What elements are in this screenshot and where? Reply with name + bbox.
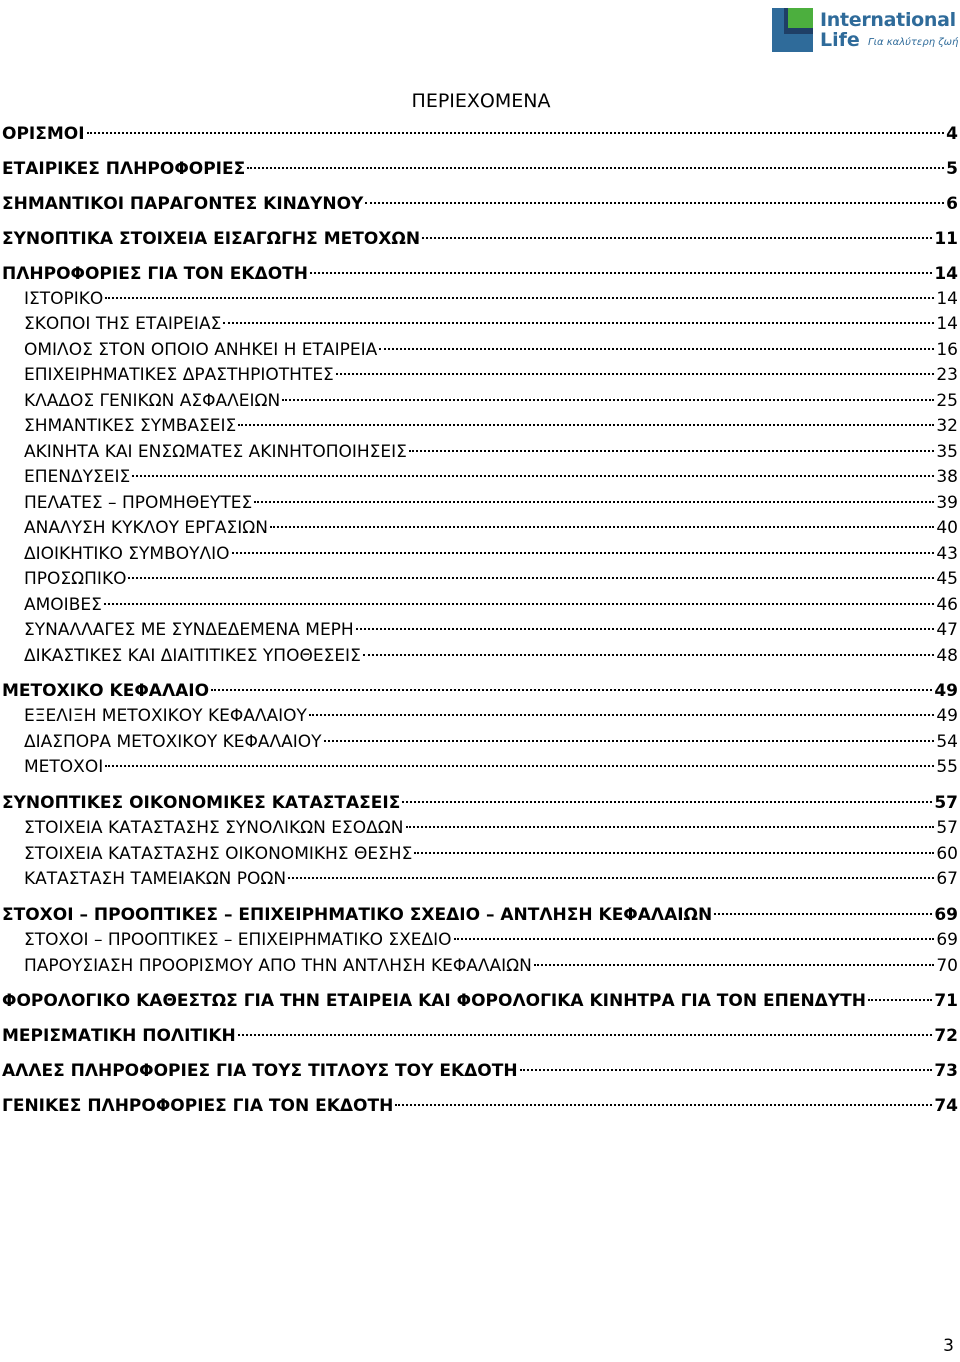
toc-entry-label: ΜΕΡΙΣΜΑΤΙΚΗ ΠΟΛΙΤΙΚΗ [2, 1026, 236, 1046]
toc-entry-label: ΟΜΙΛΟΣ ΣΤΟΝ ΟΠΟΙΟ ΑΝΗΚΕΙ Η ΕΤΑΙΡΕΙΑ [24, 340, 378, 360]
toc-entry-page: 72 [934, 1026, 958, 1046]
toc-entry-label: ΙΣΤΟΡΙΚΟ [24, 289, 104, 309]
toc-entry-page: 60 [936, 844, 958, 864]
toc-dot-leader [309, 714, 934, 716]
toc-entry-page: 74 [934, 1096, 958, 1116]
toc-entry-label: ΚΑΤΑΣΤΑΣΗ ΤΑΜΕΙΑΚΩΝ ΡΟΩΝ [24, 869, 287, 889]
toc-entry[interactable] [2, 593, 960, 618]
toc-dot-leader [379, 348, 934, 350]
toc-entry-page: 57 [934, 793, 958, 813]
toc-dot-leader [365, 202, 944, 204]
toc-entry[interactable] [2, 192, 960, 217]
toc-dot-leader [356, 628, 935, 630]
toc-entry-label: ΠΕΛΑΤΕΣ – ΠΡΟΜΗΘΕΥΤΕΣ [24, 493, 253, 513]
toc-entry-page: 47 [936, 620, 958, 640]
toc-entry[interactable] [2, 989, 960, 1014]
toc-entry-page: 49 [936, 706, 958, 726]
toc-dot-leader [232, 552, 935, 554]
toc-dot-leader [310, 272, 932, 274]
page-number: 3 [943, 1336, 954, 1356]
toc-entry-label: ΠΑΡΟΥΣΙΑΣΗ ΠΡΟΟΡΙΣΜΟΥ ΑΠΟ ΤΗΝ ΑΝΤΛΗΣΗ ΚΕΦΑΛΑΙΩΝ [24, 956, 532, 976]
toc-entry-label: ΣΥΝΑΛΛΑΓΕΣ ΜΕ ΣΥΝΔΕΔΕΜΕΝΑ ΜΕΡΗ [24, 620, 354, 640]
toc-entry-label: ΔΙΟΙΚΗΤΙΚΟ ΣΥΜΒΟΥΛΙΟ [24, 544, 230, 564]
toc-dot-leader [87, 132, 945, 134]
toc-entry-page: 69 [934, 905, 958, 925]
toc-entry[interactable] [2, 567, 960, 592]
toc-dot-leader [336, 373, 935, 375]
logo-mark-icon [772, 8, 813, 52]
toc-entry-page: 14 [936, 314, 958, 334]
toc-entry-label: ΕΠΕΝΔΥΣΕΙΣ [24, 467, 131, 487]
toc-entry-label: ΣΤΟΙΧΕΙΑ ΚΑΤΑΣΤΑΣΗΣ ΟΙΚΟΝΟΜΙΚΗΣ ΘΕΣΗΣ [24, 844, 413, 864]
toc-dot-leader [105, 297, 934, 299]
toc-entry-label: ΑΝΑΛΥΣΗ ΚΥΚΛΟΥ ΕΡΓΑΣΙΩΝ [24, 518, 268, 538]
toc-entry[interactable] [2, 644, 960, 669]
toc-entry-label: ΣΗΜΑΝΤΙΚΕΣ ΣΥΜΒΑΣΕΙΣ [24, 416, 237, 436]
toc-entry-label: ΔΙΑΣΠΟΡΑ ΜΕΤΟΧΙΚΟΥ ΚΕΦΑΛΑΙΟΥ [24, 732, 322, 752]
toc-entry[interactable] [2, 928, 960, 953]
toc-entry[interactable] [2, 867, 960, 892]
toc-entry-label: ΣΚΟΠΟΙ ΤΗΣ ΕΤΑΙΡΕΙΑΣ [24, 314, 222, 334]
toc-entry-page: 45 [936, 569, 958, 589]
toc-entry-page: 67 [936, 869, 958, 889]
toc-entry-label: ΜΕΤΟΧΙΚΟ ΚΕΦΑΛΑΙΟ [2, 681, 210, 701]
toc-entry[interactable] [2, 227, 960, 252]
toc-entry-page: 70 [936, 956, 958, 976]
toc-entry[interactable] [2, 730, 960, 755]
toc-entry-label: ΑΜΟΙΒΕΣ [24, 595, 102, 615]
toc-entry-page: 71 [934, 991, 958, 1011]
toc-entry-page: 57 [936, 818, 958, 838]
toc-entry[interactable] [2, 1024, 960, 1049]
toc-entry[interactable] [2, 122, 960, 147]
toc-dot-leader [288, 877, 934, 879]
toc-entry[interactable] [2, 816, 960, 841]
toc-entry-page: 14 [936, 289, 958, 309]
toc-entry-page: 32 [936, 416, 958, 436]
toc-dot-leader [254, 501, 934, 503]
toc-entry-label: ΚΛΑΔΟΣ ΓΕΝΙΚΩΝ ΑΣΦΑΛΕΙΩΝ [24, 391, 281, 411]
toc-dot-leader [868, 999, 932, 1001]
toc-entry-page: 40 [936, 518, 958, 538]
logo-title: International [820, 9, 956, 31]
toc-entry-label: ΓΕΝΙΚΕΣ ΠΛΗΡΟΦΟΡΙΕΣ ΓΙΑ ΤΟΝ ΕΚΔΟΤΗ [2, 1096, 394, 1116]
toc-entry-page: 5 [946, 159, 958, 179]
toc-entry[interactable] [2, 1094, 960, 1119]
toc-entry-page: 55 [936, 757, 958, 777]
toc-entry-page: 23 [936, 365, 958, 385]
company-logo [772, 8, 957, 54]
toc-entry-page: 48 [936, 646, 958, 666]
toc-entry-label: ΔΙΚΑΣΤΙΚΕΣ ΚΑΙ ΔΙΑΙΤΙΤΙΚΕΣ ΥΠΟΘΕΣΕΙΣ [24, 646, 361, 666]
toc-entry-label: ΦΟΡΟΛΟΓΙΚΟ ΚΑΘΕΣΤΩΣ ΓΙΑ ΤΗΝ ΕΤΑΙΡΕΙΑ ΚΑΙ ΦΟΡΟΛΟΓΙΚΑ ΚΙΝΗΤΡΑ ΓΙΑ ΤΟΝ ΕΠΕΝΔΥΤΗ [2, 991, 866, 1011]
toc-entry[interactable] [2, 704, 960, 729]
toc-dot-leader [238, 424, 934, 426]
toc-entry-label: ΣΤΟΧΟΙ – ΠΡΟΟΠΤΙΚΕΣ – ΕΠΙΧΕΙΡΗΜΑΤΙΚΟ ΣΧΕΔΙΟ [24, 930, 452, 950]
toc-entry-page: 35 [936, 442, 958, 462]
toc-dot-leader [270, 526, 934, 528]
toc-dot-leader [422, 237, 932, 239]
toc-dot-leader [324, 740, 935, 742]
toc-dot-leader [128, 577, 934, 579]
logo-tagline: Για καλύτερη ζωή [868, 37, 959, 48]
toc-entry[interactable] [2, 954, 960, 979]
toc-entry-label: ΑΚΙΝΗΤΑ ΚΑΙ ΕΝΣΩΜΑΤΕΣ ΑΚΙΝΗΤΟΠΟΙΗΣΕΙΣ [24, 442, 407, 462]
toc-entry-label: ΠΛΗΡΟΦΟΡΙΕΣ ΓΙΑ ΤΟΝ ΕΚΔΟΤΗ [2, 264, 308, 284]
toc-dot-leader [282, 399, 934, 401]
toc-entry[interactable] [2, 389, 960, 414]
toc-entry-page: 38 [936, 467, 958, 487]
toc-dot-leader [105, 765, 934, 767]
toc-entry-page: 46 [936, 595, 958, 615]
toc-entry-label: ΣΗΜΑΝΤΙΚΟΙ ΠΑΡΑΓΟΝΤΕΣ ΚΙΝΔΥΝΟΥ [2, 194, 364, 214]
toc-entry-label: ΜΕΤΟΧΟΙ [24, 757, 104, 777]
toc-entry[interactable] [2, 842, 960, 867]
toc-entry[interactable] [2, 679, 960, 704]
toc-entry-label: ΟΡΙΣΜΟΙ [2, 124, 85, 144]
logo-life: Life [820, 29, 860, 51]
toc-entry-page: 6 [946, 194, 958, 214]
toc-dot-leader [132, 475, 934, 477]
toc-entry[interactable] [2, 312, 960, 337]
toc-dot-leader [223, 322, 934, 324]
toc-dot-leader [520, 1069, 933, 1071]
toc-dot-leader [211, 689, 932, 691]
toc-entry[interactable] [2, 618, 960, 643]
toc-entry[interactable] [2, 491, 960, 516]
toc-entry[interactable] [2, 542, 960, 567]
toc-dot-leader [402, 801, 932, 803]
toc-entry-page: 69 [936, 930, 958, 950]
toc-entry-page: 49 [934, 681, 958, 701]
toc-dot-leader [414, 852, 934, 854]
toc-dot-leader [454, 938, 935, 940]
toc-entry-page: 4 [946, 124, 958, 144]
toc-entry[interactable] [2, 414, 960, 439]
toc-dot-leader [406, 826, 935, 828]
toc-entry-label: ΕΤΑΙΡΙΚΕΣ ΠΛΗΡΟΦΟΡΙΕΣ [2, 159, 246, 179]
toc-dot-leader [409, 450, 934, 452]
toc-entry-label: ΕΠΙΧΕΙΡΗΜΑΤΙΚΕΣ ΔΡΑΣΤΗΡΙΟΤΗΤΕΣ [24, 365, 334, 385]
toc-entry[interactable] [2, 755, 960, 780]
toc-entry-page: 73 [934, 1061, 958, 1081]
toc-entry[interactable] [2, 440, 960, 465]
toc-entry-label: ΣΥΝΟΠΤΙΚΑ ΣΤΟΙΧΕΙΑ ΕΙΣΑΓΩΓΗΣ ΜΕΤΟΧΩΝ [2, 229, 421, 249]
toc-entry[interactable] [2, 262, 960, 287]
toc-dot-leader [247, 167, 944, 169]
toc-entry[interactable] [2, 1059, 960, 1084]
toc-dot-leader [238, 1034, 933, 1036]
toc-entry[interactable] [2, 516, 960, 541]
toc-entry-label: ΣΥΝΟΠΤΙΚΕΣ ΟΙΚΟΝΟΜΙΚΕΣ ΚΑΤΑΣΤΑΣΕΙΣ [2, 793, 401, 813]
toc-entry[interactable] [2, 903, 960, 928]
toc-entry-page: 16 [936, 340, 958, 360]
toc-dot-leader [534, 964, 935, 966]
toc-dot-leader [363, 654, 935, 656]
toc-entry-page: 11 [934, 229, 958, 249]
toc-entry-page: 39 [936, 493, 958, 513]
toc-entry[interactable] [2, 338, 960, 363]
toc-entry-page: 14 [934, 264, 958, 284]
toc-entry-page: 43 [936, 544, 958, 564]
toc-entry[interactable] [2, 287, 960, 312]
toc-entry-label: ΠΡΟΣΩΠΙΚΟ [24, 569, 127, 589]
toc-entry-page: 25 [936, 391, 958, 411]
toc-entry[interactable] [2, 791, 960, 816]
toc-dot-leader [104, 603, 935, 605]
toc-entry-label: ΣΤΟΧΟΙ – ΠΡΟΟΠΤΙΚΕΣ – ΕΠΙΧΕΙΡΗΜΑΤΙΚΟ ΣΧΕΔΙΟ – ΑΝΤΛΗΣΗ ΚΕΦΑΛΑΙΩΝ [2, 905, 713, 925]
toc-entry[interactable] [2, 465, 960, 490]
toc-entry-page: 54 [936, 732, 958, 752]
toc-entry[interactable] [2, 157, 960, 182]
toc-entry-label: ΕΞΕΛΙΞΗ ΜΕΤΟΧΙΚΟΥ ΚΕΦΑΛΑΙΟΥ [24, 706, 307, 726]
toc-dot-leader [714, 913, 932, 915]
toc-entry-label: ΑΛΛΕΣ ΠΛΗΡΟΦΟΡΙΕΣ ΓΙΑ ΤΟΥΣ ΤΙΤΛΟΥΣ ΤΟΥ ΕΚΔΟΤΗ [2, 1061, 518, 1081]
toc-entry[interactable] [2, 363, 960, 388]
toc-heading: ΠΕΡΙΕΧΟΜΕΝΑ [411, 90, 551, 112]
toc-entry-label: ΣΤΟΙΧΕΙΑ ΚΑΤΑΣΤΑΣΗΣ ΣΥΝΟΛΙΚΩΝ ΕΣΟΔΩΝ [24, 818, 404, 838]
toc-dot-leader [395, 1104, 932, 1106]
